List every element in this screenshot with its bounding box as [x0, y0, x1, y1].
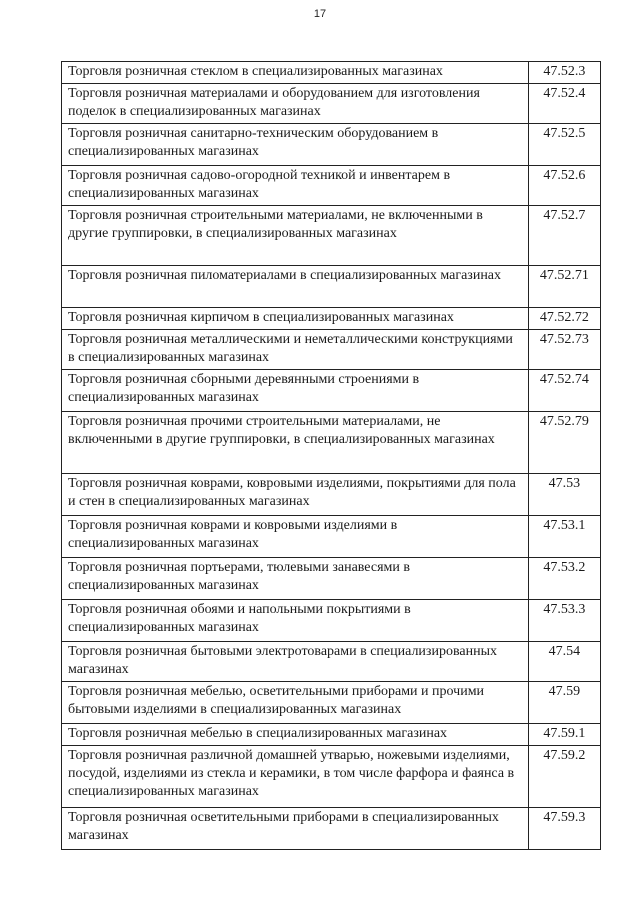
table-row: [62, 412, 601, 474]
table-row: [62, 266, 601, 308]
activity-name-cell: Торговля розничная санитарно-техническим оборудованием в специализированных магазинах: [62, 124, 529, 166]
page-number: 17: [313, 8, 327, 20]
table-row: [62, 474, 601, 516]
activity-name-cell: Торговля розничная различной домашней утварью, ножевыми изделиями, посудой, изделиями из стекла и керамики, в том числе фарфора и фаянса в специализированных магазинах: [62, 746, 529, 808]
table-row: [62, 600, 601, 642]
table-row: [62, 724, 601, 746]
activity-code-cell: 47.52.6: [528, 166, 600, 206]
activity-code-cell: 47.59.1: [528, 724, 600, 746]
table-row: [62, 370, 601, 412]
table-row: [62, 84, 601, 124]
table-row: [62, 166, 601, 206]
table-row: [62, 746, 601, 808]
table-row: [62, 808, 601, 850]
activity-code-cell: 47.52.74: [528, 370, 600, 412]
table-row: [62, 206, 601, 266]
table-row: [62, 558, 601, 600]
activity-code-cell: 47.52.5: [528, 124, 600, 166]
activity-code-cell: 47.54: [528, 642, 600, 682]
activity-name-cell: Торговля розничная прочими строительными материалами, не включенными в другие группировки, в специализированных магазинах: [62, 412, 529, 474]
activity-name-cell: Торговля розничная сборными деревянными строениями в специализированных магазинах: [62, 370, 529, 412]
activity-codes-table: [61, 61, 601, 850]
activity-code-cell: 47.53.2: [528, 558, 600, 600]
table-row: [62, 62, 601, 84]
activity-code-cell: 47.59: [528, 682, 600, 724]
table-row: [62, 308, 601, 330]
activity-code-cell: 47.52.7: [528, 206, 600, 266]
activity-code-cell: 47.52.4: [528, 84, 600, 124]
activity-name-cell: Торговля розничная мебелью, осветительными приборами и прочими бытовыми изделиями в специализированных магазинах: [62, 682, 529, 724]
activity-code-cell: 47.52.79: [528, 412, 600, 474]
activity-name-cell: Торговля розничная стеклом в специализированных магазинах: [62, 62, 529, 84]
activity-name-cell: Торговля розничная садово-огородной техникой и инвентарем в специализированных магазинах: [62, 166, 529, 206]
activity-code-cell: 47.53.1: [528, 516, 600, 558]
table-row: [62, 124, 601, 166]
table-row: [62, 330, 601, 370]
activity-name-cell: Торговля розничная коврами, ковровыми изделиями, покрытиями для пола и стен в специализированных магазинах: [62, 474, 529, 516]
activity-code-cell: 47.52.71: [528, 266, 600, 308]
table-row: [62, 682, 601, 724]
activity-name-cell: Торговля розничная пиломатериалами в специализированных магазинах: [62, 266, 529, 308]
activity-code-cell: 47.52.72: [528, 308, 600, 330]
activity-code-cell: 47.52.73: [528, 330, 600, 370]
activity-name-cell: Торговля розничная кирпичом в специализированных магазинах: [62, 308, 529, 330]
activity-name-cell: Торговля розничная строительными материалами, не включенными в другие группировки, в специализированных магазинах: [62, 206, 529, 266]
table-row: [62, 516, 601, 558]
activity-name-cell: Торговля розничная осветительными приборами в специализированных магазинах: [62, 808, 529, 850]
activity-name-cell: Торговля розничная материалами и оборудованием для изготовления поделок в специализированных магазинах: [62, 84, 529, 124]
activity-code-cell: 47.53.3: [528, 600, 600, 642]
table-row: [62, 642, 601, 682]
activity-name-cell: Торговля розничная металлическими и неметаллическими конструкциями в специализированных магазинах: [62, 330, 529, 370]
activity-name-cell: Торговля розничная бытовыми электротоварами в специализированных магазинах: [62, 642, 529, 682]
activity-code-cell: 47.59.3: [528, 808, 600, 850]
activity-code-cell: 47.53: [528, 474, 600, 516]
activity-code-cell: 47.59.2: [528, 746, 600, 808]
activity-code-cell: 47.52.3: [528, 62, 600, 84]
activity-name-cell: Торговля розничная мебелью в специализированных магазинах: [62, 724, 529, 746]
activity-name-cell: Торговля розничная портьерами, тюлевыми занавесями в специализированных магазинах: [62, 558, 529, 600]
activity-name-cell: Торговля розничная коврами и ковровыми изделиями в специализированных магазинах: [62, 516, 529, 558]
activity-name-cell: Торговля розничная обоями и напольными покрытиями в специализированных магазинах: [62, 600, 529, 642]
